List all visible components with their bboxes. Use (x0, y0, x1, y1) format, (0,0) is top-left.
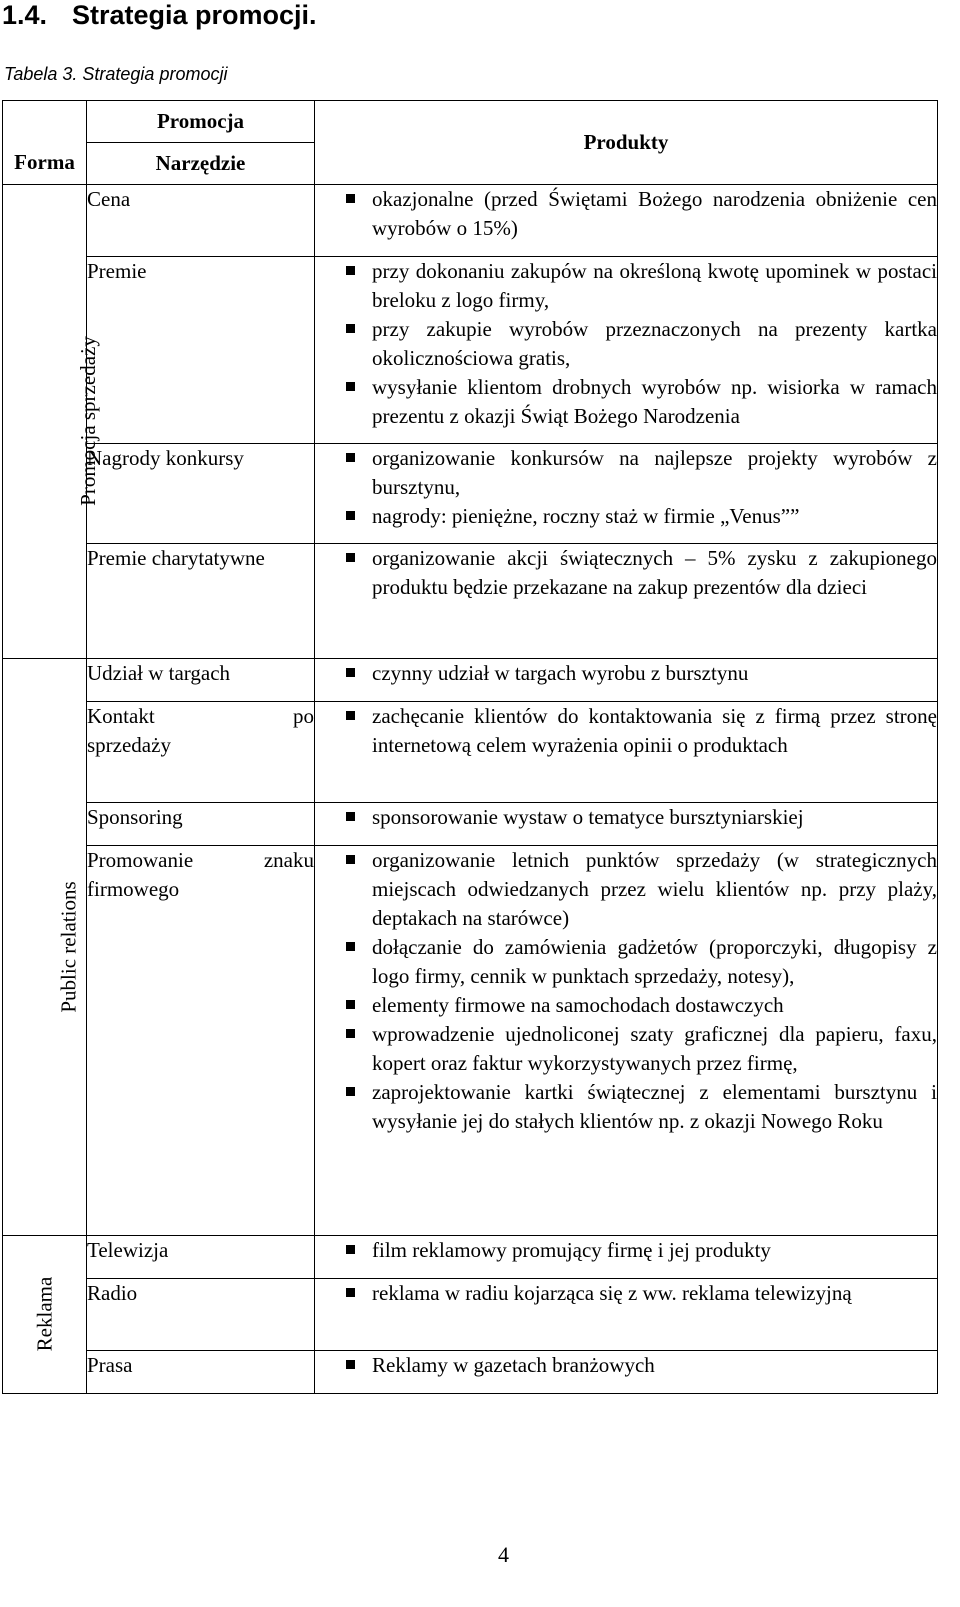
product-item: czynny udział w targach wyrobu z bursztynu (315, 659, 937, 688)
product-item: okazjonalne (przed Świętami Bożego narodzenia obniżenie cen wyrobów o 15%) (315, 185, 937, 243)
table-row (3, 702, 938, 803)
forma-label: Reklama (32, 1276, 57, 1352)
product-item: reklama w radiu kojarząca się z ww. reklama telewizyjną (315, 1279, 937, 1308)
tool-label-part: sprzedaży (87, 733, 171, 757)
product-item: Reklamy w gazetach branżowych (315, 1351, 937, 1380)
header-promocja: Promocja (87, 101, 315, 143)
product-item: elementy firmowe na samochodach dostawczych (315, 991, 937, 1020)
tool-label-part: Promowanie (87, 848, 194, 872)
products-cell (315, 659, 938, 702)
table-row (3, 444, 938, 544)
header-produkty: Produkty (315, 101, 938, 185)
products-cell (315, 1351, 938, 1394)
section-number: 1.4. (2, 0, 48, 30)
forma-cell (3, 659, 87, 1236)
tool-cell (87, 702, 315, 803)
products-cell (315, 1279, 938, 1351)
forma-label: Promocja sprzedaży (75, 336, 100, 506)
page-number: 4 (498, 1542, 509, 1567)
table-row (3, 257, 938, 444)
tool-label-part: po (293, 704, 314, 728)
product-item: organizowanie konkursów na najlepsze projekty wyrobów z bursztynu, (315, 444, 937, 502)
product-item: przy dokonaniu zakupów na określoną kwotę upominek w postaci breloku z logo firmy, (315, 257, 937, 315)
product-item: wysyłanie klientom drobnych wyrobów np. wisiorka w ramach prezentu z okazji Świąt Bożego Narodzenia (315, 373, 937, 431)
products-cell (315, 185, 938, 257)
forma-cell (3, 185, 100, 659)
tool-cell: Telewizja (87, 1236, 315, 1279)
product-item: organizowanie akcji świątecznych – 5% zysku z zakupionego produktu będzie przekazane na zakup prezentów dla dzieci (315, 544, 937, 602)
table-row (3, 846, 938, 1236)
table-row (3, 544, 938, 659)
promotion-strategy-table (2, 100, 938, 1394)
products-cell (315, 702, 938, 803)
tool-cell: Premie (87, 257, 315, 444)
products-cell (315, 544, 938, 659)
product-item: wprowadzenie ujednoliconej szaty graficznej dla papieru, faxu, kopert oraz faktur wykorzystywanych przez firmę, (315, 1020, 937, 1078)
tool-label-part: firmowego (87, 877, 180, 901)
product-item: przy zakupie wyrobów przeznaczonych na prezenty kartka okolicznościowa gratis, (315, 315, 937, 373)
tool-cell (87, 846, 315, 1236)
header-forma: Forma (3, 101, 87, 185)
product-item: dołączanie do zamówienia gadżetów (proporczyki, długopisy z logo firmy, cennik w punktach sprzedaży, notesy), (315, 933, 937, 991)
section-heading (2, 0, 317, 30)
tool-cell: Premie charytatywne (87, 544, 315, 659)
tool-cell: Nagrody konkursy (87, 444, 315, 544)
forma-cell (3, 1236, 87, 1394)
tool-cell: Radio (87, 1279, 315, 1351)
product-item: organizowanie letnich punktów sprzedaży (w strategicznych miejscach odwiedzanych przez wielu klientów np. przy plaży, deptakach na starówce) (315, 846, 937, 933)
tool-cell: Sponsoring (87, 803, 315, 846)
section-title: Strategia promocji. (72, 0, 317, 30)
product-item: sponsorowanie wystaw o tematyce bursztyniarskiej (315, 803, 937, 832)
tool-label-part: Kontakt (87, 704, 155, 728)
product-item: zachęcanie klientów do kontaktowania się z firmą przez stronę internetową celem wyrażenia opinii o produktach (315, 702, 937, 760)
tool-cell: Udział w targach (87, 659, 315, 702)
products-cell (315, 1236, 938, 1279)
table-row (3, 659, 938, 702)
products-cell (315, 257, 938, 444)
products-cell (315, 444, 938, 544)
table-row (3, 803, 938, 846)
table-row (3, 1236, 938, 1279)
products-cell (315, 803, 938, 846)
header-row (3, 101, 938, 143)
table-caption: Tabela 3. Strategia promocji (4, 64, 228, 84)
product-item: nagrody: pieniężne, roczny staż w firmie „Venus”” (315, 502, 937, 531)
table-row (3, 1351, 938, 1394)
tool-label-part: znaku (263, 848, 314, 872)
product-item: zaprojektowanie kartki świątecznej z elementami bursztynu i wysyłanie jej do stałych klientów np. z okazji Nowego Roku (315, 1078, 937, 1136)
tool-cell: Cena (87, 185, 315, 257)
table-row (3, 185, 938, 257)
tool-cell: Prasa (87, 1351, 315, 1394)
forma-label: Public relations (56, 880, 81, 1013)
products-cell (315, 846, 938, 1236)
product-item: film reklamowy promujący firmę i jej produkty (315, 1236, 937, 1265)
header-narzedzie: Narzędzie (87, 143, 315, 185)
table-row (3, 1279, 938, 1351)
